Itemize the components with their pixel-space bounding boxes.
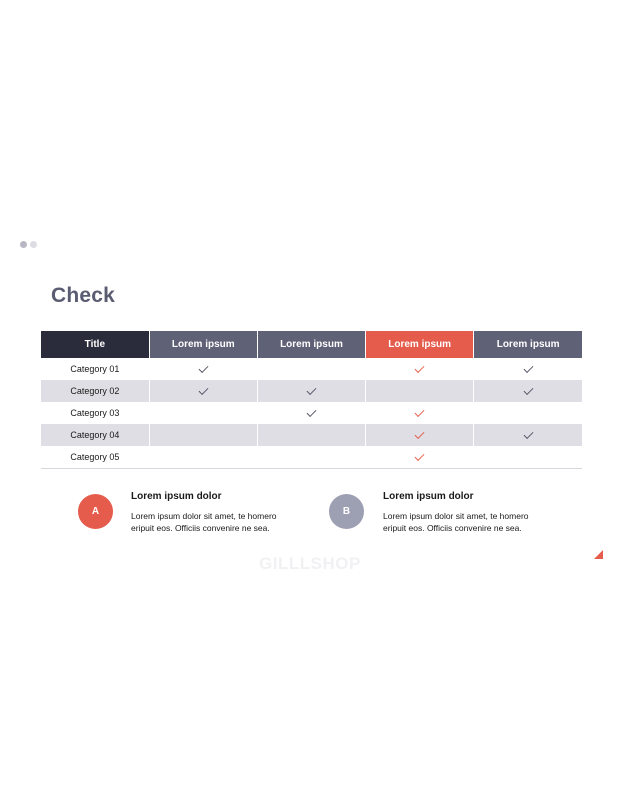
table-row [41, 380, 582, 402]
table-row [41, 358, 582, 380]
check-table [41, 331, 582, 469]
table-cell [474, 446, 582, 468]
table-cell [257, 446, 365, 468]
check-icon [415, 407, 425, 417]
table-cell [257, 358, 365, 380]
check-icon [415, 429, 425, 439]
table-cell [149, 380, 257, 402]
check-icon [198, 363, 208, 373]
table-cell [474, 424, 582, 446]
table-cell [149, 446, 257, 468]
item-a-title: Lorem ipsum dolor [131, 491, 222, 502]
badge-a: A [78, 494, 113, 529]
column-header: Lorem ipsum [474, 331, 582, 358]
check-icon [415, 363, 425, 373]
row-label: Category 05 [41, 446, 149, 468]
table-cell [366, 424, 474, 446]
table-cell [149, 358, 257, 380]
table-cell [257, 424, 365, 446]
table-row [41, 446, 582, 468]
check-icon [307, 407, 317, 417]
watermark: GILLLSHOP [259, 554, 361, 573]
check-icon [307, 385, 317, 395]
table-header-row [41, 331, 582, 358]
table-row [41, 402, 582, 424]
indicator-dot [20, 241, 27, 248]
check-icon [523, 429, 533, 439]
slide-indicator [20, 241, 37, 248]
row-label: Category 02 [41, 380, 149, 402]
check-icon [415, 451, 425, 461]
check-icon [523, 385, 533, 395]
row-label: Category 04 [41, 424, 149, 446]
column-header-highlighted: Lorem ipsum [366, 331, 474, 358]
row-label: Category 03 [70, 408, 120, 418]
table-cell [366, 358, 474, 380]
item-b-title: Lorem ipsum dolor [383, 491, 474, 502]
column-header: Lorem ipsum [149, 331, 257, 358]
table-cell [366, 402, 474, 424]
column-header-title: Title [41, 331, 149, 358]
table-cell [366, 446, 474, 468]
table-cell [474, 402, 582, 424]
indicator-dot [30, 241, 37, 248]
table-cell [257, 402, 365, 424]
table-cell [257, 380, 365, 402]
table-cell [474, 380, 582, 402]
badge-b: B [329, 494, 364, 529]
table-cell [474, 358, 582, 380]
check-icon [523, 363, 533, 373]
table-cell [366, 380, 474, 402]
table-cell [149, 402, 257, 424]
table-cell [149, 424, 257, 446]
column-header: Lorem ipsum [257, 331, 365, 358]
table-row [41, 424, 582, 446]
corner-triangle [594, 550, 603, 559]
item-a-text: Lorem ipsum dolor sit amet, te homero eripuit eos. Officiis convenire ne sea. [131, 511, 277, 533]
row-label: Category 01 [70, 364, 120, 374]
check-icon [198, 385, 208, 395]
page-title: Check [51, 284, 116, 307]
item-b-text: Lorem ipsum dolor sit amet, te homero eripuit eos. Officiis convenire ne sea. [383, 511, 529, 533]
